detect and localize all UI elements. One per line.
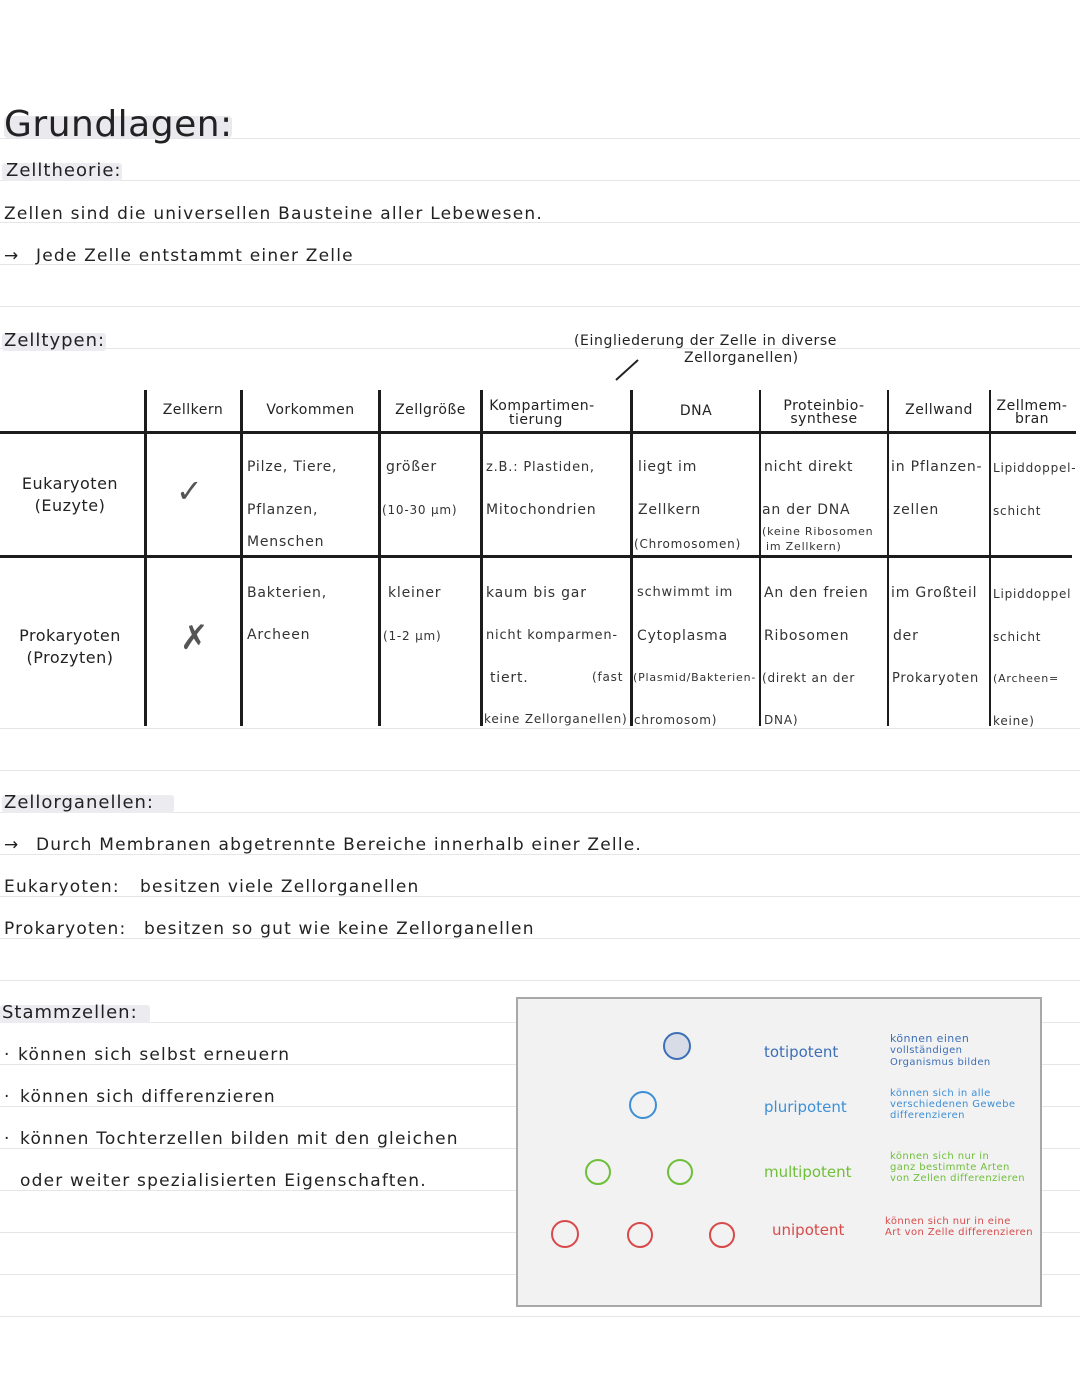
prok-kompartimentierung-4: keine Zellorganellen) bbox=[484, 712, 628, 726]
euk-dna-1: liegt im bbox=[638, 459, 698, 475]
euk-zellmembran-2: schicht bbox=[993, 504, 1042, 518]
euk-protein-1: nicht direkt bbox=[764, 459, 854, 475]
stammzellen-item-3-line-1: können Tochterzellen bilden mit den gleichen bbox=[20, 1129, 459, 1149]
unipotent-desc-2: Art von Zelle differenzieren bbox=[885, 1227, 1033, 1238]
pluripotent-cell bbox=[629, 1091, 657, 1119]
pluripotent-desc-1: können sich in alle bbox=[890, 1088, 991, 1099]
bullet-icon: · bbox=[4, 1045, 11, 1065]
annotation-line-2: Zellorganellen) bbox=[684, 350, 799, 366]
bullet-icon: · bbox=[4, 1087, 11, 1107]
stammzellen-item-3-line-2: oder weiter spezialisierten Eigenschaften. bbox=[20, 1171, 427, 1191]
zellorganellen-heading: Zellorganellen: bbox=[4, 792, 154, 813]
euk-vorkommen-1: Pilze, Tiere, bbox=[247, 459, 338, 475]
unipotent-label: unipotent bbox=[772, 1221, 845, 1239]
euk-zellgroesse-1: größer bbox=[386, 459, 437, 475]
cross-icon: ✗ bbox=[180, 618, 210, 658]
prok-kompartimentierung-3: tiert. bbox=[490, 670, 529, 686]
prok-dna-1: schwimmt im bbox=[637, 585, 734, 600]
header-zellwand: Zellwand bbox=[905, 402, 973, 418]
prok-kompartimentierung-fast: (fast bbox=[592, 670, 624, 684]
prokaryoten-label: Prokaryoten: bbox=[4, 919, 127, 939]
prok-zellmembran-1: Lipiddoppel bbox=[993, 587, 1072, 601]
header-vorkommen: Vorkommen bbox=[266, 402, 355, 418]
prok-protein-1: An den freien bbox=[764, 585, 869, 601]
multipotent-cell bbox=[585, 1159, 611, 1185]
totipotent-desc-2: vollständigen bbox=[890, 1045, 963, 1056]
euk-zellwand-2: zellen bbox=[893, 502, 940, 518]
totipotent-cell bbox=[663, 1032, 691, 1060]
zelltheorie-line-2: Jede Zelle entstammt einer Zelle bbox=[36, 246, 354, 266]
prok-kompartimentierung-1: kaum bis gar bbox=[486, 585, 587, 601]
annotation-line-1: (Eingliederung der Zelle in diverse bbox=[574, 333, 837, 349]
prok-zellgroesse-2: (1-2 µm) bbox=[383, 629, 442, 643]
euk-dna-2: Zellkern bbox=[638, 502, 701, 518]
euk-zellgroesse-2: (10-30 µm) bbox=[382, 503, 458, 517]
header-kompartimentierung-1: Kompartimen- bbox=[489, 398, 595, 414]
prok-zellmembran-4: keine) bbox=[993, 714, 1035, 728]
prok-dna-4: chromosom) bbox=[634, 713, 718, 727]
pluripotent-desc-3: differenzieren bbox=[890, 1110, 965, 1121]
euk-protein-4: im Zellkern) bbox=[766, 540, 842, 553]
prok-kompartimentierung-2: nicht komparmen- bbox=[486, 628, 618, 643]
prok-zellgroesse-1: kleiner bbox=[388, 585, 442, 601]
unipotent-cell bbox=[627, 1222, 653, 1248]
arrow-icon: → bbox=[4, 246, 20, 266]
row-prokaryoten-name-2: (Prozyten) bbox=[26, 648, 114, 667]
zelltypen-heading: Zelltypen: bbox=[4, 330, 106, 351]
eukaryoten-text: besitzen viele Zellorganellen bbox=[140, 877, 420, 897]
row-prokaryoten-name-1: Prokaryoten bbox=[19, 626, 121, 645]
prok-protein-4: DNA) bbox=[764, 713, 799, 727]
prok-zellwand-1: im Großteil bbox=[891, 585, 978, 601]
prokaryoten-text: besitzen so gut wie keine Zellorganellen bbox=[144, 919, 535, 939]
unipotent-desc-1: können sich nur in eine bbox=[885, 1216, 1011, 1227]
multipotent-label: multipotent bbox=[764, 1163, 852, 1181]
prok-dna-3: (Plasmid/Bakterien- bbox=[633, 671, 757, 684]
totipotent-desc-3: Organismus bilden bbox=[890, 1057, 991, 1068]
pluripotent-desc-2: verschiedenen Gewebe bbox=[890, 1099, 1016, 1110]
prok-zellmembran-3: (Archeen= bbox=[993, 672, 1060, 685]
euk-zellmembran-1: Lipiddoppel- bbox=[993, 461, 1077, 475]
unipotent-cell bbox=[551, 1220, 579, 1248]
page-title: Grundlagen: bbox=[4, 104, 233, 145]
zelltheorie-heading: Zelltheorie: bbox=[6, 160, 122, 181]
eukaryoten-label: Eukaryoten: bbox=[4, 877, 120, 897]
stammzellen-heading: Stammzellen: bbox=[2, 1002, 138, 1023]
header-zellmembran-2: bran bbox=[1014, 411, 1050, 427]
euk-kompartimentierung-2: Mitochondrien bbox=[486, 502, 597, 518]
euk-zellwand-1: in Pflanzen- bbox=[891, 459, 983, 475]
header-proteinbiosynthese-1: Proteinbio- bbox=[783, 398, 865, 414]
prok-protein-3: (direkt an der bbox=[762, 671, 856, 685]
bullet-icon: · bbox=[4, 1129, 11, 1149]
euk-vorkommen-2: Pflanzen, bbox=[247, 502, 319, 518]
row-eukaryoten-name-2: (Euzyte) bbox=[34, 496, 106, 515]
stammzellen-item-1: können sich selbst erneuern bbox=[18, 1045, 291, 1065]
prok-vorkommen-1: Bakterien, bbox=[247, 585, 327, 601]
totipotent-desc-1: können einen bbox=[890, 1032, 970, 1045]
prok-protein-2: Ribosomen bbox=[764, 628, 850, 644]
header-zellkern: Zellkern bbox=[162, 402, 224, 418]
unipotent-cell bbox=[709, 1222, 735, 1248]
totipotent-label: totipotent bbox=[764, 1043, 839, 1061]
euk-protein-2: an der DNA bbox=[762, 502, 851, 518]
euk-protein-3: (keine Ribosomen bbox=[762, 525, 874, 538]
header-zellmembran-1: Zellmem- bbox=[996, 398, 1068, 414]
prok-zellwand-2: der bbox=[893, 628, 919, 644]
header-kompartimentierung-2: tierung bbox=[509, 412, 563, 428]
multipotent-desc-3: von Zellen differenzieren bbox=[890, 1173, 1026, 1184]
multipotent-desc-1: können sich nur in bbox=[890, 1151, 990, 1162]
arrow-icon: → bbox=[4, 835, 20, 855]
annotation-pointer bbox=[612, 358, 642, 384]
stammzellen-item-2: können sich differenzieren bbox=[20, 1087, 276, 1107]
prok-zellmembran-2: schicht bbox=[993, 630, 1042, 644]
euk-kompartimentierung-1: z.B.: Plastiden, bbox=[486, 460, 595, 475]
pluripotent-label: pluripotent bbox=[764, 1098, 847, 1116]
zellorganellen-line-1: Durch Membranen abgetrennte Bereiche innerhalb einer Zelle. bbox=[36, 835, 643, 855]
row-eukaryoten-name-1: Eukaryoten bbox=[21, 474, 119, 493]
euk-vorkommen-3: Menschen bbox=[247, 534, 325, 550]
multipotent-cell bbox=[667, 1159, 693, 1185]
multipotent-desc-2: ganz bestimmte Arten bbox=[890, 1162, 1010, 1173]
zelltheorie-line-1: Zellen sind die universellen Bausteine aller Lebewesen. bbox=[4, 204, 543, 224]
prok-dna-2: Cytoplasma bbox=[637, 628, 728, 644]
check-icon: ✓ bbox=[176, 472, 204, 510]
prok-zellwand-3: Prokaryoten bbox=[892, 671, 980, 686]
header-dna: DNA bbox=[679, 403, 713, 419]
header-zellgroesse: Zellgröße bbox=[395, 402, 466, 418]
prok-vorkommen-2: Archeen bbox=[247, 627, 311, 643]
euk-dna-3: (Chromosomen) bbox=[634, 537, 742, 551]
header-proteinbiosynthese-2: synthese bbox=[790, 411, 858, 427]
